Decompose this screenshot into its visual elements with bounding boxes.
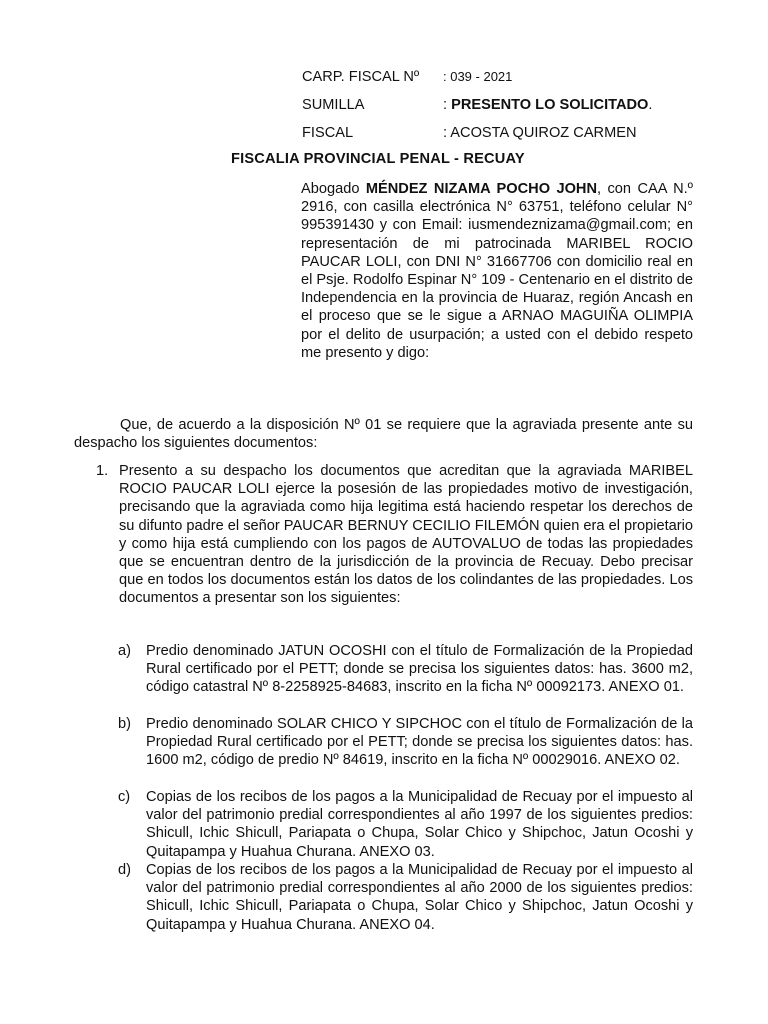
item-text: Presento a su despacho los documentos que acreditan que la agraviada MARIBEL ROCIO PAUCAR LOLI ejerce la posesión de las propiedades motivo de investigación, precisando que la agraviada como hija legitima está haciendo respetar los derechos de su difunto padre el señor PAUCAR BERNUY CECILIO FILEMÓN quien era el propietario y como hija está cumpliendo con los pagos de AUTOVALUO de todas las propiedades que se encuentran dentro de la jurisdicción de la provincia de Recuay. Debo precisar que en todos los documentos están los datos de los colindantes de las propiedades. Los documentos a presentar son los siguientes: (119, 463, 693, 607)
subitem-c (118, 788, 693, 861)
header-sumilla-row (302, 95, 722, 115)
subitem-text: Copias de los recibos de los pagos a la Municipalidad de Recuay por el impuesto al valor del patrimonio predial correspondientes al año 2000 de los siguientes predios: Shicull, Ichic Shicull, Pariapata o Chupa, Solar Chico y Shipchoc, Jatun Ocoshi y Quitapampa y Huahua Churana. ANEXO 04. (146, 862, 693, 933)
fiscal-value: : ACOSTA QUIROZ CARMEN (443, 125, 637, 141)
header-fiscal-row (302, 123, 722, 143)
addressee-heading: FISCALIA PROVINCIAL PENAL - RECUAY (231, 151, 525, 167)
request-paragraph: Que, de acuerdo a la disposición Nº 01 se requiere que la agraviada presente ante su despacho los siguientes documentos: (74, 417, 693, 452)
subitem-letter: c) (118, 789, 131, 805)
subitem-b (118, 715, 693, 770)
sumilla-label: SUMILLA (302, 97, 365, 113)
intro-paragraph (301, 180, 693, 362)
subitem-letter: b) (118, 716, 131, 732)
subitem-a (118, 642, 693, 697)
subitem-d (118, 861, 693, 934)
header-carpeta-row (302, 67, 722, 87)
subitem-letter: d) (118, 862, 131, 878)
lawyer-name: MÉNDEZ NIZAMA POCHO JOHN (365, 181, 598, 197)
numbered-item-1 (96, 462, 693, 608)
fiscal-label: FISCAL (302, 125, 354, 141)
subitem-text: Predio denominado JATUN OCOSHI con el título de Formalización de la Propiedad Rural certificado por el PETT; donde se precisa los siguientes datos: has. 3600 m2, código catastral Nº 8-2258925-84683, inscrito en la ficha Nº 00092173. ANEXO 01. (146, 643, 693, 696)
intro-lead: Abogado (301, 181, 366, 197)
carpeta-value: : 039 - 2021 (443, 69, 513, 84)
subitem-text: Predio denominado SOLAR CHICO Y SIPCHOC con el título de Formalización de la Propiedad Rural certificado por el PETT; donde se precisa los siguientes datos: has. 1600 m2, código de predio Nº 84619, inscrito en la ficha Nº 00029016. ANEXO 02. (146, 716, 693, 769)
sumilla-value-wrap: : PRESENTO LO SOLICITADO. (443, 97, 653, 113)
subitem-letter: a) (118, 643, 131, 659)
sumilla-value: PRESENTO LO SOLICITADO (451, 97, 649, 113)
carpeta-label: CARP. FISCAL Nº (302, 69, 420, 85)
intro-body: , con CAA N.º 2916, con casilla electrónica N° 63751, teléfono celular N° 995391430 y con Email: iusmendeznizama@gmail.com; en representación de mi patrocinada MARIBEL ROCIO PAUCAR LOLI, con DNI N° 31667706 con domicilio real en el Psje. Rodolfo Espinar N° 109 - Centenario en el distrito de Independencia en la provincia de Huaraz, región Ancash en el proceso que se le sigue a ARNAO MAGUIÑA OLIMPIA por el delito de usurpación; a usted con el debido respeto me presento y digo: (301, 181, 693, 361)
item-number: 1. (96, 463, 109, 479)
subitem-text: Copias de los recibos de los pagos a la Municipalidad de Recuay por el impuesto al valor del patrimonio predial correspondientes al año 1997 de los siguientes predios: Shicull, Ichic Shicull, Pariapata o Chupa, Solar Chico y Shipchoc, Jatun Ocoshi y Quitapampa y Huahua Churana. ANEXO 03. (146, 789, 693, 860)
